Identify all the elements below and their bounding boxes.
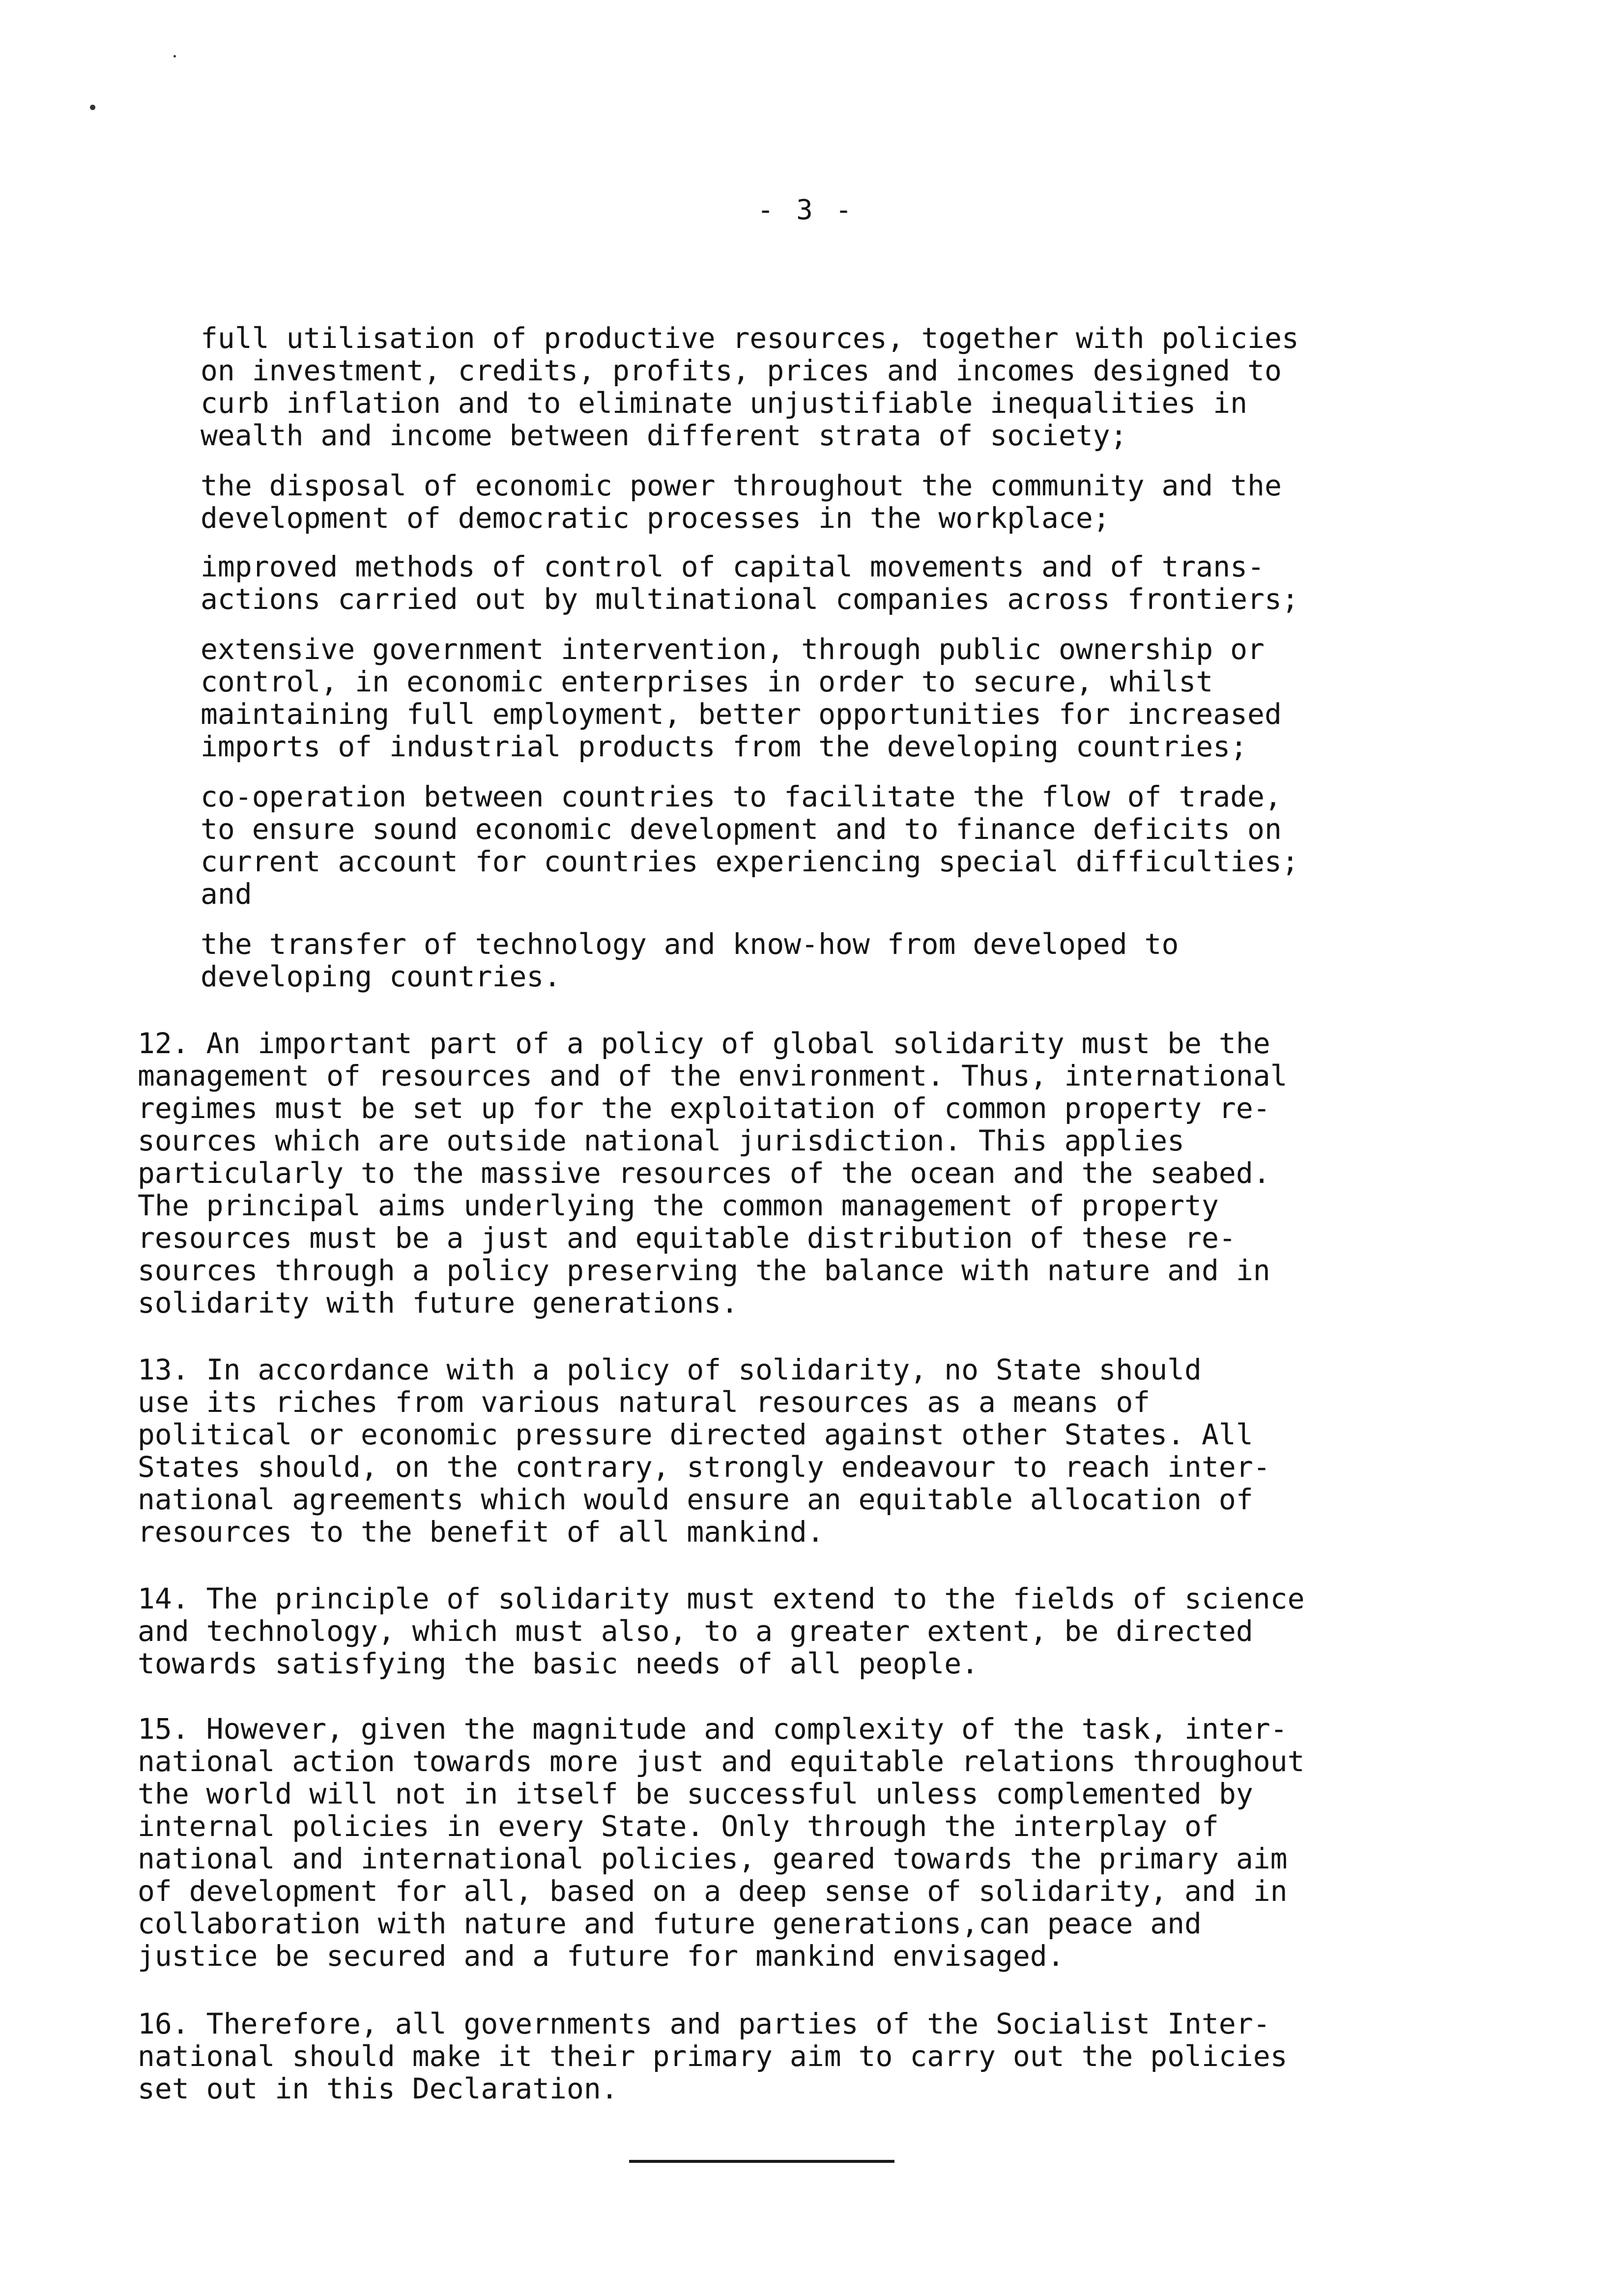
text-line: sources through a policy preserving the balance with nature and in (138, 1254, 1270, 1287)
text-line: to ensure sound economic development and to finance deficits on (201, 812, 1282, 846)
text-line: control, in economic enterprises in order to secure, whilst (201, 665, 1213, 698)
text-line: towards satisfying the basic needs of all people. (138, 1647, 979, 1680)
text-line: regimes must be set up for the exploitation of common property re- (138, 1091, 1270, 1125)
scan-speck (173, 55, 176, 57)
text-line: resources to the benefit of all mankind. (138, 1515, 824, 1549)
page-number: - 3 - (757, 194, 855, 226)
text-line: maintaining full employment, better opportunities for increased (201, 697, 1282, 731)
text-line: of development for all, based on a deep sense of solidarity, and in (138, 1874, 1288, 1908)
text-line: 14. The principle of solidarity must extend to the fields of science (138, 1582, 1305, 1615)
text-line: the transfer of technology and know-how from developed to (201, 927, 1179, 961)
text-line: States should, on the contrary, strongly endeavour to reach inter- (138, 1450, 1270, 1484)
text-line: political or economic pressure directed against other States. All (138, 1418, 1253, 1451)
text-line: the world will not in itself be successful unless complemented by (138, 1777, 1253, 1810)
text-line: and (201, 877, 252, 911)
text-line: solidarity with future generations. (138, 1286, 739, 1320)
text-line: 12. An important part of a policy of global solidarity must be the (138, 1027, 1270, 1060)
text-line: actions carried out by multinational companies across frontiers; (201, 582, 1299, 616)
text-line: improved methods of control of capital movements and of trans- (201, 550, 1265, 583)
text-line: curb inflation and to eliminate unjustifiable inequalities in (201, 386, 1248, 420)
text-line: national and international policies, geared towards the primary aim (138, 1842, 1288, 1875)
text-line: sources which are outside national jurisdiction. This applies (138, 1124, 1185, 1157)
text-line: collaboration with nature and future generations,can peace and (138, 1907, 1202, 1940)
text-line: current account for countries experiencing special difficulties; (201, 845, 1299, 878)
text-line: The principal aims underlying the common management of property (138, 1189, 1219, 1222)
text-line: on investment, credits, profits, prices and incomes designed to (201, 354, 1282, 387)
text-line: wealth and income between different strata of society; (201, 419, 1127, 452)
text-line: extensive government intervention, through public ownership or (201, 632, 1265, 666)
text-line: development of democratic processes in the workplace; (201, 501, 1110, 535)
text-line: imports of industrial products from the developing countries; (201, 730, 1248, 763)
text-line: particularly to the massive resources of the ocean and the seabed. (138, 1156, 1270, 1190)
text-line: national agreements which would ensure an equitable allocation of (138, 1483, 1253, 1516)
text-line: 13. In accordance with a policy of solidarity, no State should (138, 1353, 1202, 1386)
text-line: resources must be a just and equitable distribution of these re- (138, 1221, 1236, 1255)
text-line: developing countries. (201, 960, 561, 993)
text-line: national should make it their primary aim to carry out the policies (138, 2039, 1288, 2073)
text-line: set out in this Declaration. (138, 2072, 618, 2105)
text-line: co-operation between countries to facilitate the flow of trade, (201, 780, 1282, 813)
text-line: use its riches from various natural resources as a means of (138, 1385, 1151, 1419)
end-rule (629, 2160, 894, 2163)
text-line: internal policies in every State. Only through the interplay of (138, 1809, 1219, 1843)
text-line: 16. Therefore, all governments and parties of the Socialist Inter- (138, 2007, 1270, 2040)
text-line: and technology, which must also, to a greater extent, be directed (138, 1614, 1253, 1648)
text-line: full utilisation of productive resources, together with policies (201, 321, 1299, 355)
text-line: management of resources and of the environment. Thus, international (138, 1059, 1288, 1092)
text-line: 15. However, given the magnitude and complexity of the task, inter- (138, 1712, 1288, 1746)
scan-speck (90, 105, 95, 110)
text-line: national action towards more just and equitable relations throughout (138, 1745, 1305, 1778)
text-line: the disposal of economic power throughout the community and the (201, 469, 1282, 502)
text-line: justice be secured and a future for mankind envisaged. (138, 1939, 1065, 1973)
